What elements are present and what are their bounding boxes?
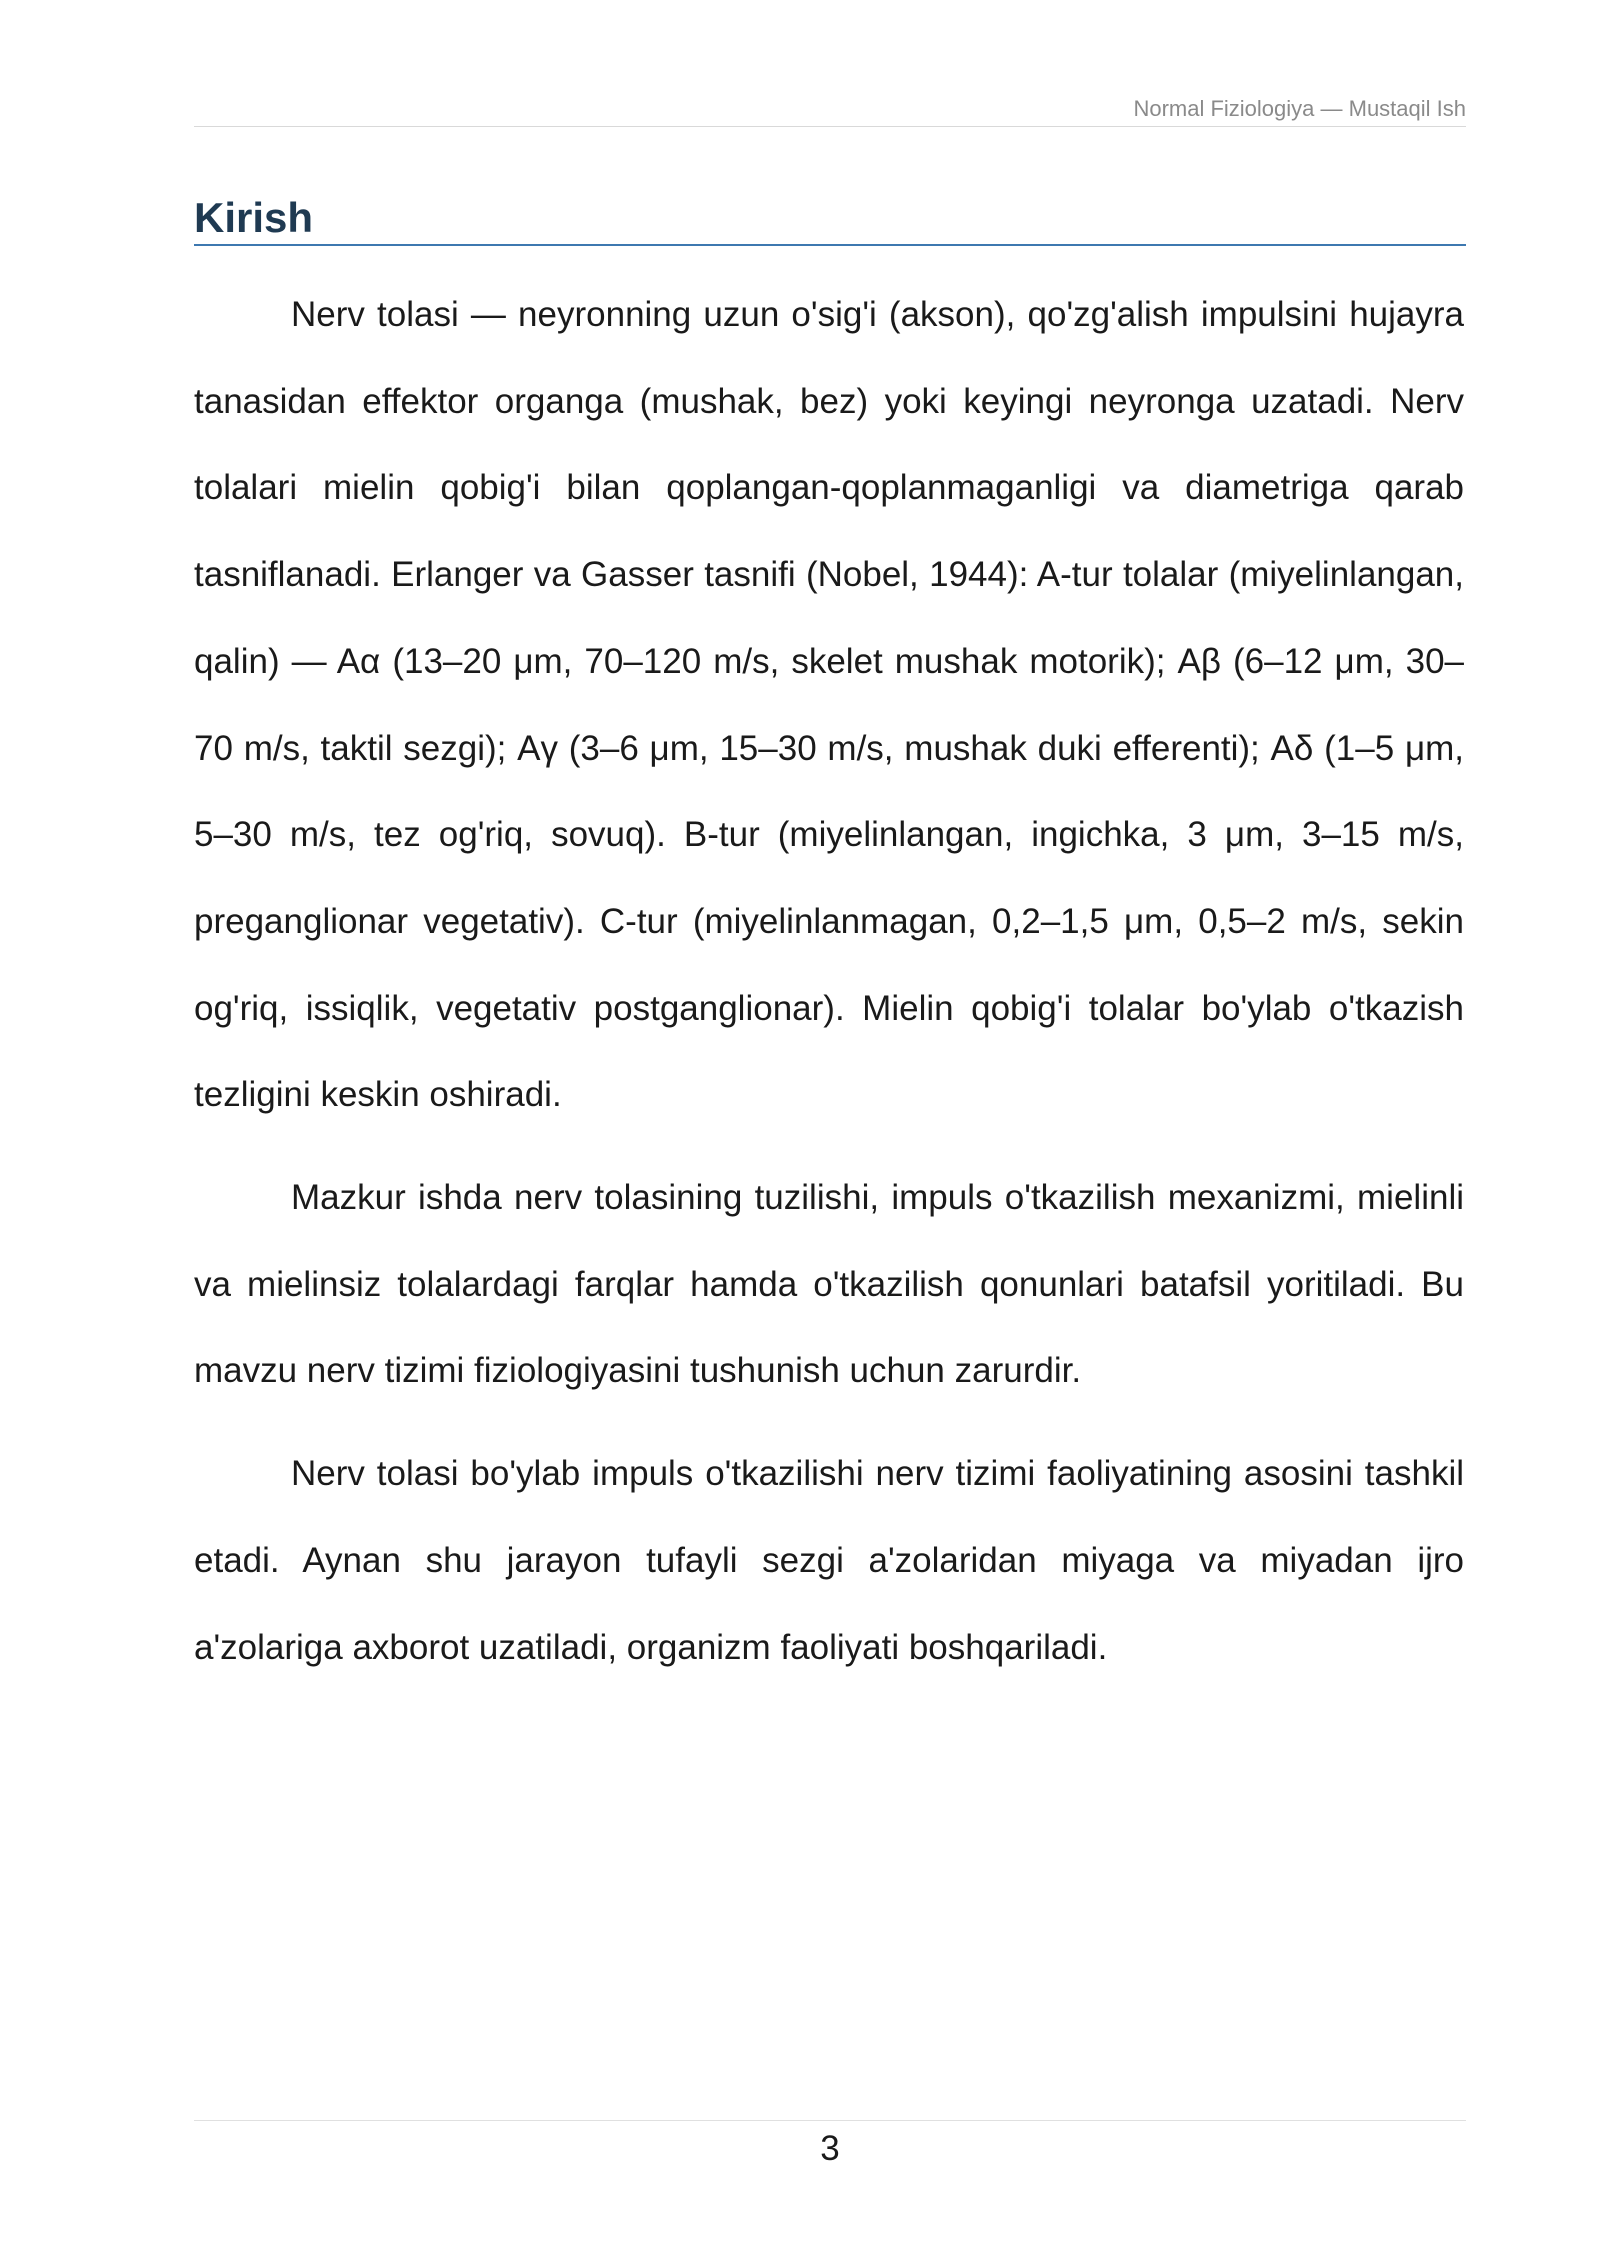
page-number: 3 (820, 2129, 840, 2168)
body-text (194, 272, 1464, 1691)
running-header-title: Normal Fiziologiya — Mustaqil Ish (1133, 96, 1466, 121)
page-header (194, 92, 1466, 127)
page-footer (194, 2120, 1466, 2181)
paragraph-1: Nerv tolasi — neyronning uzun o'sig'i (akson), qo'zg'alish impulsini hujayra tanasidan effektor organga (mushak, bez) yoki keyingi neyronga uzatadi. Nerv tolalari mielin qobig'i bilan qoplangan-qoplanmaganligi va diametriga qarab tasniflanadi. Erlanger va Gasser tasnifi (Nobel, 1944): A-tur tolalar (miyelinlangan, qalin) — Aα (13–20 μm, 70–120 m/s, skelet mushak motorik); Aβ (6–12 μm, 30–70 m/s, taktil sezgi); Aγ (3–6 μm, 15–30 m/s, mushak duki efferenti); Aδ (1–5 μm, 5–30 m/s, tez og'riq, sovuq). B-tur (miyelinlangan, ingichka, 3 μm, 3–15 m/s, preganglionar vegetativ). C-tur (miyelinlanmagan, 0,2–1,5 μm, 0,5–2 m/s, sekin og'riq, issiqlik, vegetativ postganglionar). Mielin qobig'i tolalar bo'ylab o'tkazish tezligini keskin oshiradi. (194, 295, 1464, 1115)
paragraph-3: Nerv tolasi bo'ylab impuls o'tkazilishi nerv tizimi faoliyatining asosini tashkil etadi. Aynan shu jarayon tufayli sezgi a'zolaridan miyaga va miyadan ijro a'zolariga axborot uzatiladi, organizm faoliyati boshqariladi. (194, 1454, 1464, 1667)
section-title: Kirish (194, 194, 314, 241)
paragraph-2: Mazkur ishda nerv tolasining tuzilishi, impuls o'tkazilish mexanizmi, mielinli va mielinsiz tolalardagi farqlar hamda o'tkazilish qonunlari batafsil yoritiladi. Bu mavzu nerv tizimi fiziologiyasini tushunish uchun zarurdir. (194, 1178, 1464, 1391)
section-heading (194, 190, 1466, 246)
